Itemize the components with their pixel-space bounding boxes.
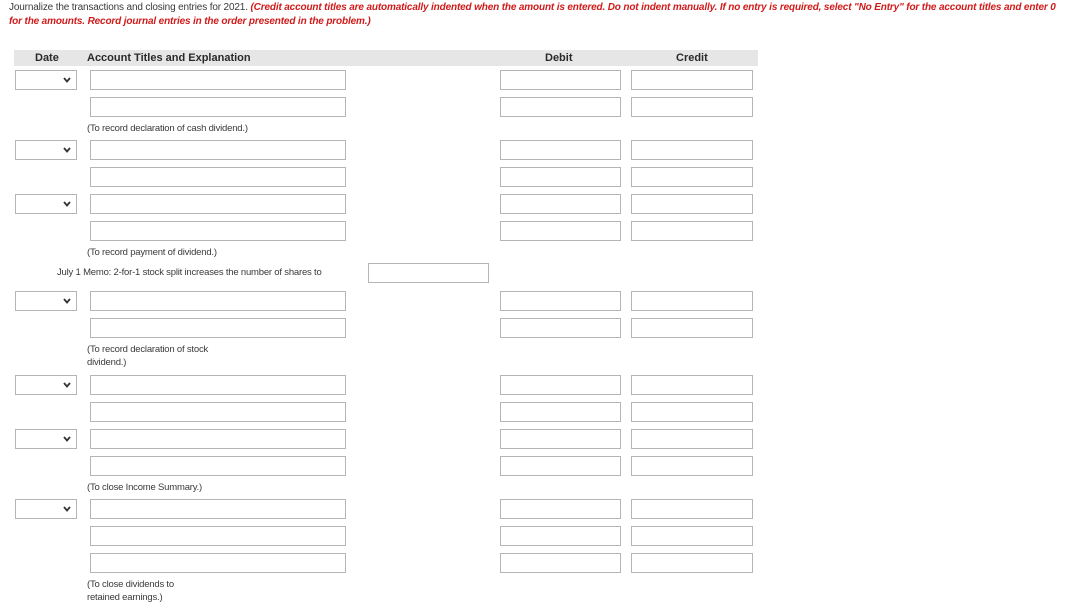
debit-input-4a[interactable] (500, 291, 621, 311)
debit-input-5b[interactable] (500, 402, 621, 422)
header-account: Account Titles and Explanation (87, 52, 251, 64)
debit-input-2b[interactable] (500, 167, 621, 187)
entry-explanation-5: (To close dividends to retained earnings.) (87, 579, 174, 603)
credit-input-6b[interactable] (631, 456, 753, 476)
date-select-2[interactable] (15, 140, 77, 160)
debit-input-3b[interactable] (500, 221, 621, 241)
debit-input-4b[interactable] (500, 318, 621, 338)
debit-input-5a[interactable] (500, 375, 621, 395)
chevron-down-icon (62, 295, 72, 307)
debit-input-7a[interactable] (500, 499, 621, 519)
account-input-5b[interactable] (90, 402, 346, 422)
entry-explanation-3: (To record declaration of stock dividend.) (87, 344, 209, 368)
credit-input-1a[interactable] (631, 70, 753, 90)
date-select-6[interactable] (15, 429, 77, 449)
credit-input-5b[interactable] (631, 402, 753, 422)
credit-input-3a[interactable] (631, 194, 753, 214)
debit-input-6a[interactable] (500, 429, 621, 449)
instructions-text: Journalize the transactions and closing entries for 2021. (9, 2, 248, 13)
account-input-7b[interactable] (90, 526, 346, 546)
header-date: Date (35, 52, 59, 64)
header-debit: Debit (545, 52, 573, 64)
credit-input-4a[interactable] (631, 291, 753, 311)
memo-line (57, 266, 322, 279)
date-select-5[interactable] (15, 375, 77, 395)
chevron-down-icon (62, 198, 72, 210)
account-input-3a[interactable] (90, 194, 346, 214)
credit-input-6a[interactable] (631, 429, 753, 449)
account-input-1b[interactable] (90, 97, 346, 117)
credit-input-2b[interactable] (631, 167, 753, 187)
account-input-2b[interactable] (90, 167, 346, 187)
account-input-7c[interactable] (90, 553, 346, 573)
credit-input-7a[interactable] (631, 499, 753, 519)
entry-explanation-1: (To record declaration of cash dividend.) (87, 123, 248, 134)
date-select-1[interactable] (15, 70, 77, 90)
chevron-down-icon (62, 433, 72, 445)
shares-input[interactable] (368, 263, 489, 283)
instructions-emphasis: (Credit account titles are automatically indented when the amount is entered. Do not indent manually. If no entry is required, select "No Entry" for the account titles and enter 0 for the amounts. Record journal entries in the order presented in the problem.) (9, 2, 1056, 27)
debit-input-7b[interactable] (500, 526, 621, 546)
entry-explanation-2: (To record payment of dividend.) (87, 247, 217, 258)
header-credit: Credit (676, 52, 708, 64)
chevron-down-icon (62, 74, 72, 86)
debit-input-2a[interactable] (500, 140, 621, 160)
chevron-down-icon (62, 503, 72, 515)
date-select-3[interactable] (15, 194, 77, 214)
credit-input-5a[interactable] (631, 375, 753, 395)
chevron-down-icon (62, 144, 72, 156)
account-input-6a[interactable] (90, 429, 346, 449)
credit-input-7b[interactable] (631, 526, 753, 546)
debit-input-7c[interactable] (500, 553, 621, 573)
debit-input-6b[interactable] (500, 456, 621, 476)
debit-input-1a[interactable] (500, 70, 621, 90)
credit-input-1b[interactable] (631, 97, 753, 117)
credit-input-4b[interactable] (631, 318, 753, 338)
chevron-down-icon (62, 379, 72, 391)
memo-date: July 1 (57, 267, 81, 278)
account-input-3b[interactable] (90, 221, 346, 241)
account-input-7a[interactable] (90, 499, 346, 519)
memo-text: Memo: 2-for-1 stock split increases the number of shares to (83, 267, 322, 278)
account-input-2a[interactable] (90, 140, 346, 160)
entry-explanation-4: (To close Income Summary.) (87, 482, 202, 493)
credit-input-3b[interactable] (631, 221, 753, 241)
journal-table-header (14, 50, 758, 66)
account-input-4b[interactable] (90, 318, 346, 338)
instructions (9, 1, 1069, 29)
account-input-6b[interactable] (90, 456, 346, 476)
date-select-7[interactable] (15, 499, 77, 519)
credit-input-2a[interactable] (631, 140, 753, 160)
date-select-4[interactable] (15, 291, 77, 311)
account-input-5a[interactable] (90, 375, 346, 395)
credit-input-7c[interactable] (631, 553, 753, 573)
debit-input-3a[interactable] (500, 194, 621, 214)
account-input-4a[interactable] (90, 291, 346, 311)
account-input-1a[interactable] (90, 70, 346, 90)
debit-input-1b[interactable] (500, 97, 621, 117)
